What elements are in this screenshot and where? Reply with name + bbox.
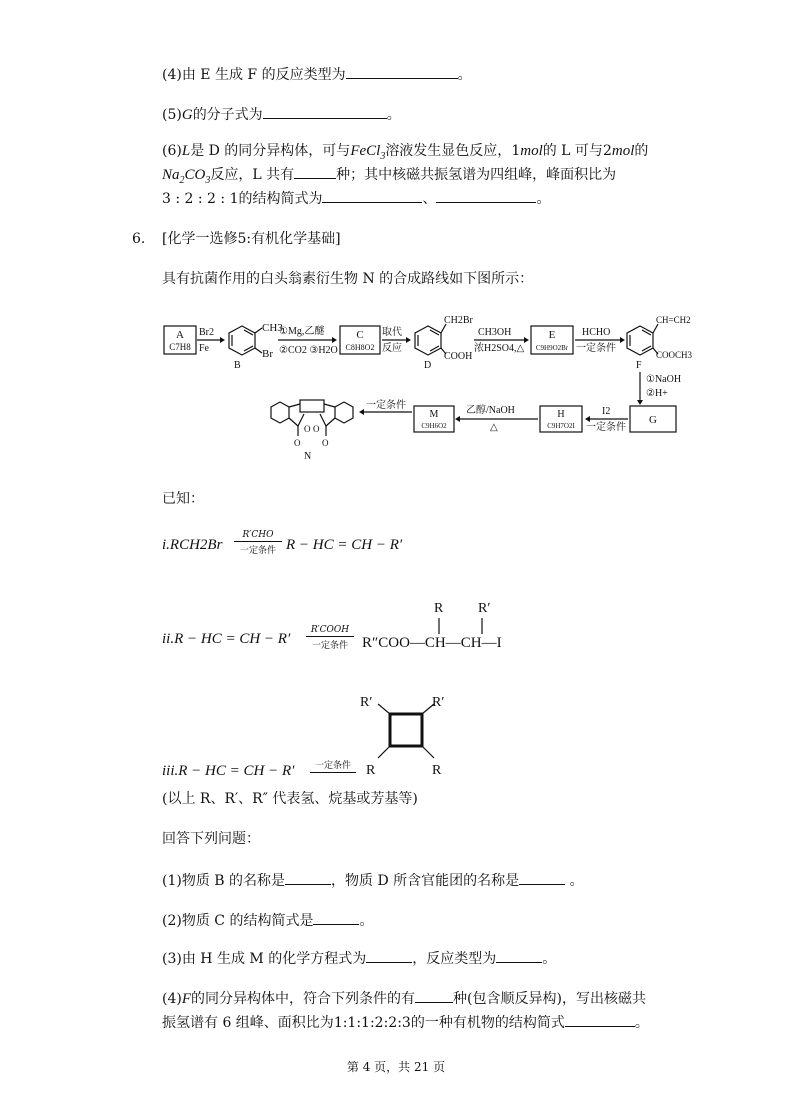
arrow-6-head <box>637 400 643 405</box>
reagent-8-bottom: △ <box>490 422 498 433</box>
answer-blank[interactable] <box>436 188 536 203</box>
compound-a-label: A <box>176 329 184 341</box>
compound-b-structure <box>229 326 262 355</box>
compound-d-label: D <box>424 360 432 371</box>
reagent-1-top: Br2 <box>199 327 214 338</box>
q6-intro: 具有抗菌作用的白头翁素衍生物 N 的合成路线如下图所示： <box>162 271 534 287</box>
rule-1-arrow: R′CHO 一定条件 <box>234 530 282 556</box>
answer-blank[interactable] <box>322 188 422 203</box>
b-br-label: Br <box>262 348 273 360</box>
answer-blank[interactable] <box>496 948 542 963</box>
rule-2-arrow: R′COOH 一定条件 <box>306 625 354 651</box>
rule-2-product: R″COO—CH—CH—I <box>362 635 502 651</box>
compound-c-formula: C8H8O2 <box>345 343 375 352</box>
q5-part6-line3: 3 : 2 : 2 : 1的结构简式为 、 。 <box>162 188 550 208</box>
q5-part4: (4)由 E 生成 F 的反应类型为 。 <box>162 64 472 84</box>
compound-d-structure <box>415 324 446 355</box>
n-carbonyl-o-left: O <box>294 438 301 448</box>
arrow-8-head <box>455 416 460 422</box>
cyclobutane-r-left: R <box>366 763 376 778</box>
arrow-9-head <box>359 409 364 415</box>
reagent-8-top: 乙醇/NaOH <box>466 405 515 416</box>
reagent-5-top: HCHO <box>582 327 611 338</box>
compound-m-formula: C9H6O2 <box>421 422 447 430</box>
compound-c-label: C <box>356 329 364 341</box>
q6-part2: (2)物质 C 的结构简式是 。 <box>162 910 373 930</box>
answer-blank[interactable] <box>313 910 359 925</box>
q6-part4-line2: 振氢谱有 6 组峰、面积比为1:1:1:2:2:3的一种有机物的结构简式 。 <box>162 1012 649 1032</box>
reagent-6-top: ①NaOH <box>646 374 682 385</box>
answer-blank[interactable] <box>519 870 565 885</box>
answer-blank[interactable] <box>263 104 387 119</box>
r-group-note: (以上 R、R′、R″ 代表氢、烷基或芳基等) <box>162 791 418 807</box>
answer-blank[interactable] <box>294 164 336 179</box>
compound-n-label: N <box>304 451 312 462</box>
known-label: 已知： <box>162 491 204 507</box>
arrow-2-head <box>332 337 337 343</box>
arrow-4-head <box>524 337 529 343</box>
arrow-3-head <box>406 337 411 343</box>
d-cooh-label: COOH <box>444 351 473 362</box>
f-vinyl-label: CH=CH2 <box>656 315 691 325</box>
compound-e-formula: C9H9O2Br <box>535 344 569 352</box>
answer-prompt: 回答下列问题： <box>162 831 260 847</box>
q6-number: 6. <box>132 231 146 247</box>
answer-blank[interactable] <box>366 948 412 963</box>
compound-h-formula: C9H7O2I <box>547 422 575 430</box>
reagent-3-top: 取代 <box>382 327 402 338</box>
rule-2-left: ii.R − HC = CH − R′ <box>162 631 291 647</box>
part-label: (4) <box>162 67 182 83</box>
compound-e-label: E <box>548 329 556 341</box>
rule-2-bonds <box>430 616 490 636</box>
reagent-6-bottom: ②H+ <box>646 388 668 399</box>
n-ring-o-left: O <box>304 424 311 434</box>
reagent-4-top: CH3OH <box>478 327 512 338</box>
cyclobutane-r-prime-left: R′ <box>360 695 373 710</box>
q6-part1: (1)物质 B 的名称是 ，物质 D 所含官能团的名称是 。 <box>162 870 584 890</box>
synthesis-scheme <box>158 308 710 468</box>
answer-blank[interactable] <box>285 870 331 885</box>
reagent-9-top: 一定条件 <box>366 400 406 411</box>
answer-blank[interactable] <box>346 64 458 79</box>
rule-2-r: R <box>434 601 444 616</box>
arrow-1-head <box>220 337 225 343</box>
na2co3-formula: $Na_2CO_3$ <box>162 167 211 186</box>
compound-b-label: B <box>234 360 241 371</box>
rule-3-left: iii.R − HC = CH − R′ <box>162 763 295 779</box>
reagent-4-bottom: 浓H2SO4,△ <box>474 343 525 354</box>
q5-part5: (5)G的分子式为 。 <box>162 104 401 124</box>
q6-part3: (3)由 H 生成 M 的化学方程式为 ，反应类型为 。 <box>162 948 556 968</box>
reagent-7-top: I2 <box>602 406 611 417</box>
cyclobutane-r-prime-right: R′ <box>432 695 445 710</box>
q5-part6-line2: $Na_2CO_3$反应，L 共有 种；其中核磁共振氢谱为四组峰，峰面积比为 <box>162 164 616 190</box>
compound-n-structure <box>271 400 353 436</box>
reagent-7-bottom: 一定条件 <box>586 422 626 433</box>
compound-g-label: G <box>649 414 657 426</box>
d-ch2br-label: CH2Br <box>444 315 473 326</box>
page-footer: 第 4 页，共 21 页 <box>346 1060 446 1074</box>
rule-1-right: R − HC = CH − R′ <box>286 537 403 553</box>
b-ch3-label: CH3 <box>262 322 283 334</box>
rule-2-r-prime: R′ <box>478 601 491 616</box>
q5-part6-line1: (6)L是 D 的同分异构体，可与FeCl$_3$溶液发生显色反应，1mol的 L 可与2mol的 <box>162 143 649 162</box>
answer-blank[interactable] <box>415 988 453 1003</box>
reagent-1-bottom: Fe <box>199 343 209 354</box>
f-ester-label: COOCH3 <box>656 350 693 360</box>
n-ring-o-right: O <box>313 424 320 434</box>
compound-a-formula: C7H8 <box>169 342 191 352</box>
compound-h-label: H <box>557 409 565 420</box>
reagent-3-bottom: 反应 <box>382 343 402 354</box>
reagent-2-top: ①Mg,乙醚 <box>279 326 325 337</box>
answer-blank[interactable] <box>565 1012 635 1027</box>
cyclobutane-r-right: R <box>432 763 442 778</box>
reagent-2-bottom: ②CO2 ③H2O <box>279 345 338 356</box>
compound-f-structure <box>627 324 658 355</box>
reagent-5-bottom: 一定条件 <box>576 343 616 354</box>
compound-f-label: F <box>636 360 642 371</box>
arrow-5-head <box>620 337 625 343</box>
rule-3-arrow: 一定条件 <box>310 758 356 774</box>
q6-heading: [化学一选修5:有机化学基础] <box>162 231 341 247</box>
n-carbonyl-o-right: O <box>322 438 329 448</box>
compound-m-label: M <box>429 409 439 420</box>
rule-1-left: i.RCH2Br <box>162 537 223 553</box>
fecl3-formula: FeCl$_3$ <box>350 143 386 162</box>
q6-part4-line1: (4)F的同分异构体中，符合下列条件的有 种(包含顺反异构)，写出核磁共 <box>162 988 646 1008</box>
